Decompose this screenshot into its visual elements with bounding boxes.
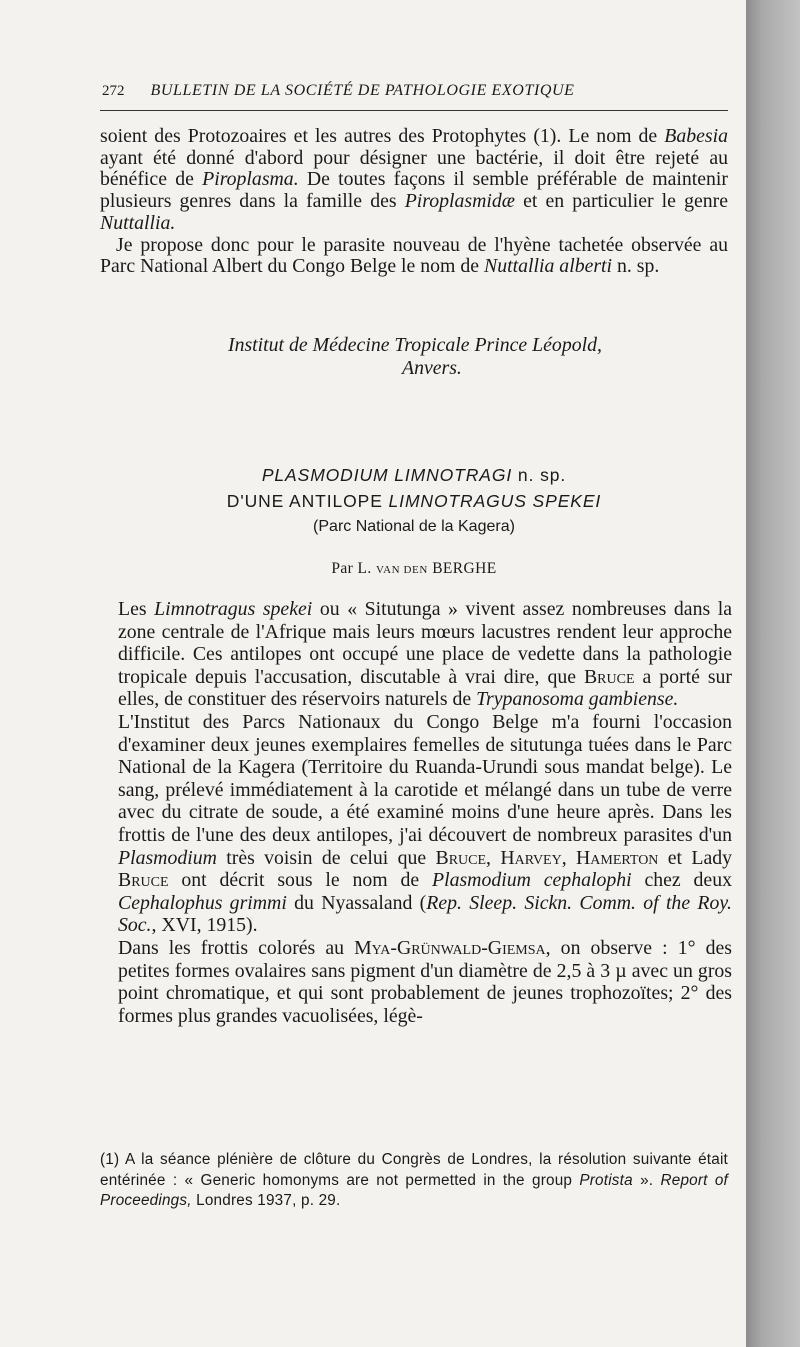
title-genus-species: PLASMODIUM LIMNOTRAGI	[261, 465, 513, 485]
text-run: du Nyassaland (	[286, 891, 427, 914]
italic-run: Nuttallia.	[100, 211, 176, 234]
paragraph	[118, 598, 732, 711]
author-particle: VAN DEN	[375, 564, 428, 576]
article-title	[100, 462, 728, 538]
paragraph	[100, 235, 728, 278]
small-caps-run: Harvey	[500, 846, 562, 869]
italic-run: Report of Proceedings,	[100, 1171, 728, 1209]
text-run: ont décrit sous le nom de	[168, 869, 432, 892]
small-caps-run: Bruce	[583, 665, 635, 688]
author-line	[100, 560, 728, 578]
title-suffix: n. sp.	[512, 465, 567, 485]
small-caps-run: Hamerton	[576, 846, 659, 869]
title-line-1	[100, 462, 728, 488]
author-name: BERGHE	[427, 560, 497, 577]
page-edge-shadow	[746, 0, 800, 1347]
text-run: De toutes façons il semble préférable de maintenir plusieurs genres dans la famille des	[100, 168, 728, 213]
text-run: et Lady	[658, 846, 733, 869]
page-number: 272	[102, 83, 125, 99]
text-run: Dans les frottis colorés au	[118, 936, 355, 959]
footnote-text	[100, 1150, 728, 1212]
text-run: L'Institut des Parcs Nationaux du Congo Belge m'a fourni l'occasion d'examiner deux jeunes exemplaires femelles de situtunga tuées dans le Parc National de la Kagera (Territoire du Ruanda-Urundi sous mandat belge). Le sang, prélevé immédiatement à la carotide et mélangé dans un tube de verre avec du citrate de soude, a été examiné moins d'une heure après. Dans les frottis de l'une des deux antilopes, j'ai découvert de nombreux parasites d'un	[118, 710, 732, 846]
paragraph	[100, 126, 728, 235]
italic-run: Cephalophus grimmi	[118, 891, 287, 914]
running-title: BULLETIN DE LA SOCIÉTÉ DE PATHOLOGIE EXOTIQUE	[150, 82, 575, 99]
author-prefix: Par L.	[331, 560, 376, 577]
affiliation-city: Anvers.	[402, 357, 462, 379]
italic-run: Nuttallia alberti	[484, 255, 613, 278]
text-run: , on observe : 1° des petites formes ovalaires sans pigment d'un diamètre de 2,5 à 3 µ avec un gros point chromatique, et qui sont probablement de jeunes trophozoïtes; 2° des formes plus grandes vacuolisées, légè-	[118, 936, 732, 1027]
italic-run: Protista	[579, 1171, 633, 1189]
footnote	[100, 1150, 728, 1212]
text-run: Les	[118, 598, 155, 620]
italic-run: Rep. Sleep. Sickn. Comm. of the Roy. Soc.	[118, 891, 732, 937]
text-run: et en particulier le genre	[514, 190, 729, 213]
italic-run: Plasmodium	[118, 846, 217, 869]
text-run: ,	[486, 846, 501, 869]
text-run: ou « Situtunga » vivent assez nombreuses dans la zone centrale de l'Afrique mais leurs mœurs lacustres rendent leur approche difficile. Ces antilopes ont occupé une place de vedette dans la pathologie tropicale depuis l'accusation, discutable à vrai dire, que	[118, 598, 732, 688]
affiliation	[228, 334, 708, 380]
title-line-2	[100, 488, 728, 514]
text-run: (1) A la séance plénière de clôture du Congrès de Londres, la résolution suivante était entérinée : « Generic homonyms are not permetted in the group	[100, 1151, 728, 1189]
header-rule	[100, 110, 728, 111]
text-run: soient des Protozoaires et les autres des Protophytes (1). Le nom de	[100, 125, 665, 147]
title-host-prefix: D'UNE ANTILOPE	[226, 491, 389, 511]
italic-run: Babesia	[664, 125, 728, 147]
italic-run: Piroplasmidæ	[404, 190, 515, 213]
italic-run: Limnotragus spekei	[154, 598, 313, 620]
text-run: n. sp.	[612, 255, 660, 278]
paragraph	[118, 711, 732, 937]
small-caps-run: Bruce	[118, 869, 169, 892]
text-run: a porté sur elles, de constituer des réservoirs naturels de	[118, 665, 733, 711]
text-run: Je propose donc pour le parasite nouveau de l'hyène tachetée observée au Parc National Albert du Congo Belge le nom de	[100, 233, 728, 278]
italic-run: Piroplasma.	[202, 168, 299, 191]
running-header	[102, 82, 662, 100]
previous-article-text	[100, 126, 728, 278]
text-run: ».	[632, 1171, 661, 1189]
title-host-species: LIMNOTRAGUS SPEKEI	[388, 491, 602, 511]
text-run: ,	[561, 846, 576, 869]
text-run: chez deux	[631, 869, 732, 892]
italic-run: Trypanosoma gambiense.	[476, 688, 679, 711]
article-body	[118, 598, 732, 1027]
small-caps-run: Mya-Grünwald-Giemsa	[354, 936, 546, 959]
title-location: (Parc National de la Kagera)	[313, 518, 515, 535]
small-caps-run: Bruce	[435, 846, 487, 869]
text-run: ayant été donné d'abord pour désigner une bactérie, il doit être rejeté au bénéfice de	[100, 146, 728, 191]
text-run: , XVI, 1915).	[151, 914, 258, 937]
text-run: très voisin de celui que	[216, 846, 436, 869]
italic-run: Plasmodium cephalophi	[432, 869, 632, 892]
affiliation-institute: Institut de Médecine Tropicale Prince Léopold,	[228, 334, 602, 356]
text-run: Londres 1937, p. 29.	[191, 1192, 341, 1209]
paragraph	[118, 937, 732, 1027]
